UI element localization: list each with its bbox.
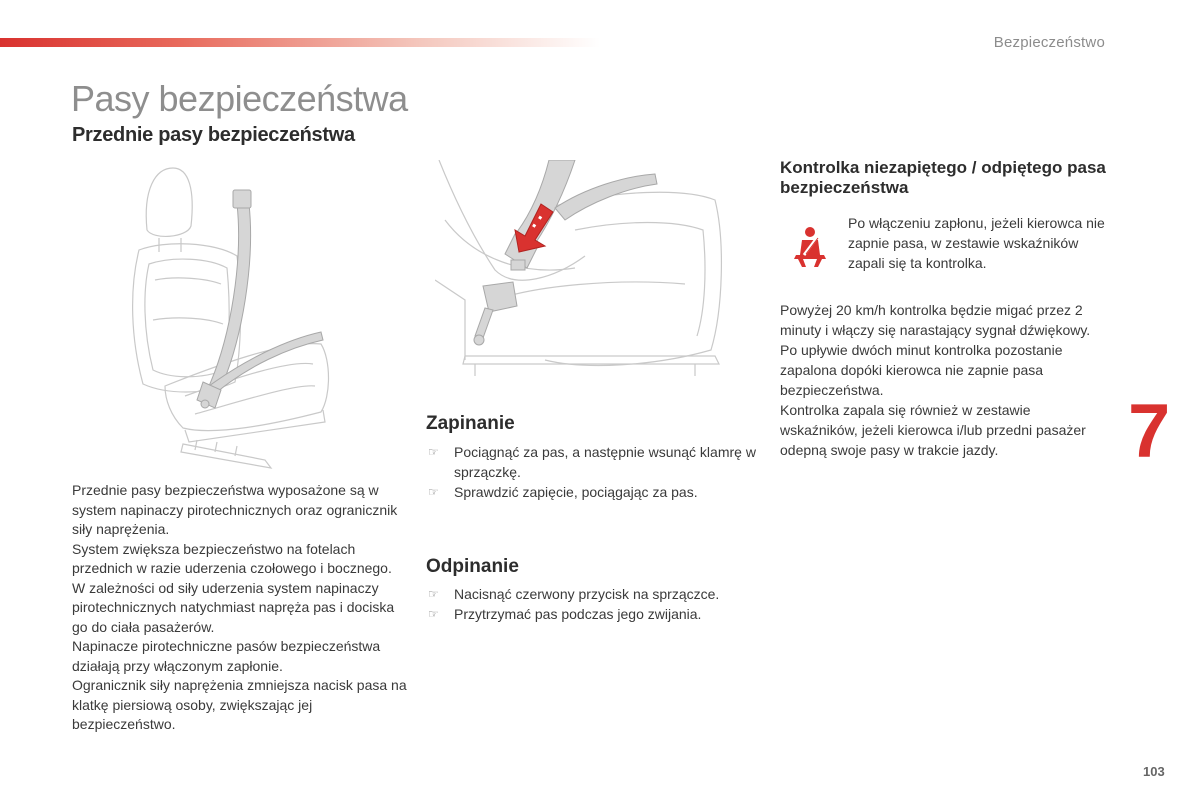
section-header: Bezpieczeństwo xyxy=(993,34,1105,51)
list-item xyxy=(426,584,766,604)
heading-zapinanie: Zapinanie xyxy=(426,413,515,434)
kontrolka-paragraph: Kontrolka zapala się również w zestawie wskaźników, jeżeli kierowca i/lub przedni pasażer odepną swoje pasy w trakcie jazdy. xyxy=(780,402,1086,458)
intro-paragraph: Przednie pasy bezpieczeństwa wyposażone są w system napinaczy pirotechnicznych oraz ogranicznik siły naprężenia. xyxy=(72,482,398,537)
odpinanie-steps xyxy=(426,584,766,624)
chapter-number: 7 xyxy=(1128,389,1171,474)
list-item xyxy=(426,442,766,482)
intro-paragraph: Napinacze pirotechniczne pasów bezpieczeństwa działają przy włączonym zapłonie. xyxy=(72,638,381,674)
page-title: Pasy bezpieczeństwa xyxy=(71,78,408,119)
pointer-hand-icon: ☞ xyxy=(428,607,439,621)
pointer-hand-icon: ☞ xyxy=(428,445,439,459)
heading-kontrolka: Kontrolka niezapiętego / odpiętego pasa bezpieczeństwa xyxy=(780,158,1106,197)
intro-paragraph: System zwiększa bezpieczeństwo na fotelach przednich w razie uderzenia czołowego i bocznego. W zależności od siły uderzenia system napinaczy pirotechnicznych natychmiast napręża pas i dociska go do ciała pasażerów. xyxy=(72,540,395,635)
seat-buckle-illustration xyxy=(435,160,725,380)
step-text: Sprawdzić zapięcie, pociągając za pas. xyxy=(454,484,698,500)
page-number: 103 xyxy=(1143,764,1165,779)
page-subtitle: Przednie pasy bezpieczeństwa xyxy=(72,124,355,146)
seatbelt-warning-icon xyxy=(790,225,834,269)
intro-text xyxy=(72,481,407,735)
heading-odpinanie: Odpinanie xyxy=(426,556,519,577)
header-accent-bar xyxy=(0,38,600,47)
seat-belt-illustration xyxy=(125,160,355,470)
intro-paragraph: Ogranicznik siły naprężenia zmniejsza nacisk pasa na klatkę piersiową osoby, zwiększając jej bezpieczeństwo. xyxy=(72,677,407,732)
kontrolka-paragraph: Powyżej 20 km/h kontrolka będzie migać przez 2 minuty i włączy się narastający sygnał dźwiękowy. Po upływie dwóch minut kontrolka pozostanie zapalona dopóki kierowca nie zapnie pasa bezpieczeństwa. xyxy=(780,302,1091,398)
zapinanie-steps xyxy=(426,442,766,502)
list-item xyxy=(426,482,766,502)
pointer-hand-icon: ☞ xyxy=(428,587,439,601)
step-text: Przytrzymać pas podczas jego zwijania. xyxy=(454,606,702,622)
pointer-hand-icon: ☞ xyxy=(428,485,439,499)
kontrolka-text xyxy=(780,300,1110,460)
warning-description: Po włączeniu zapłonu, jeżeli kierowca nie zapnie pasa, w zestawie wskaźników zapali się ta kontrolka. xyxy=(848,215,1105,271)
step-text: Nacisnąć czerwony przycisk na sprzączce. xyxy=(454,586,720,602)
list-item xyxy=(426,604,766,624)
step-text: Pociągnąć za pas, a następnie wsunąć klamrę w sprzączkę. xyxy=(454,444,756,480)
